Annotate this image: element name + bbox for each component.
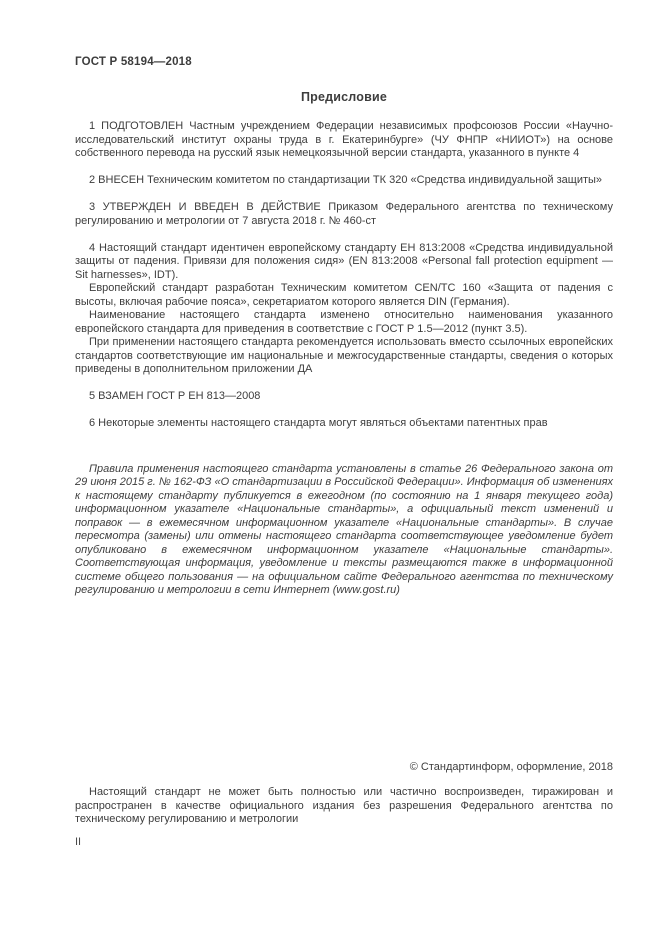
foreword-clause-2: 2 ВНЕСЕН Техническим комитетом по стандартизации ТК 320 «Средства индивидуальной защиты» [89,174,603,186]
foreword-clause-5: 5 ВЗАМЕН ГОСТ Р ЕН 813—2008 [89,390,261,402]
document-code: ГОСТ Р 58194—2018 [75,56,192,68]
foreword-clause-4-european-standard: Европейский стандарт разработан Техническим комитетом CEN/TC 160 «Защита от падения с высоты, включая рабочие пояса», секретариатом которого является DIN (Германия). [75,282,613,308]
reproduction-restriction: Настоящий стандарт не может быть полностью или частично воспроизведен, тиражирован и распространен в качестве официального издания без разрешения Федерального агентства по техническому регулированию и метрологии [75,786,613,825]
application-rules-note: Правила применения настоящего стандарта установлены в статье 26 Федерального закона от 29 июня 2015 г. № 162-ФЗ «О стандартизации в Российской Федерации». Информация об изменениях к настоящему стандарту публикуется в ежегодном (по состоянию на 1 января текущего года) информационном указателе «Национальные стандарты», а официальный текст изменений и поправок — в ежемесячном информационном указателе «Национальные стандарты». В случае пересмотра (замены) или отмены настоящего стандарта соответствующее уведомление будет опубликовано в ежемесячном информационном указателе «Национальные стандарты». Соответствующая информация, уведомление и тексты размещаются также в информационной системе общего пользования — на официальном сайте Федерального агентства по техническому регулированию и метрологии в сети Интернет (www.gost.ru) [75,462,613,596]
foreword-clause-3: 3 УТВЕРЖДЕН И ВВЕДЕН В ДЕЙСТВИЕ Приказом Федерального агентства по техническому регулированию и метрологии от 7 августа 2018 г. № 460-ст [75,201,613,227]
foreword-clause-1: 1 ПОДГОТОВЛЕН Частным учреждением Федерации независимых профсоюзов России «Научно-исследовательский институт охраны труда в г. Екатеринбурге» (ЧУ ФНПР «НИИОТ») на основе собственного перевода на русский язык немецкоязычной версии стандарта, указанного в пункте 4 [75,120,613,159]
foreword-clause-4-name-change: Наименование настоящего стандарта изменено относительно наименования указанного европейского стандарта для приведения в соответствие с ГОСТ Р 1.5—2012 (пункт 3.5). [75,309,613,335]
foreword-clause-4-referenced-standards: При применении настоящего стандарта рекомендуется использовать вместо ссылочных европейских стандартов соответствующие им национальные и межгосударственные стандарты, сведения о которых приведены в дополнительном приложении ДА [75,336,613,375]
foreword-clause-6: 6 Некоторые элементы настоящего стандарта могут являться объектами патентных прав [89,417,548,429]
copyright-notice: © Стандартинформ, оформление, 2018 [409,760,613,773]
foreword-clause-4-intro: 4 Настоящий стандарт идентичен европейскому стандарту ЕН 813:2008 «Средства индивидуальной защиты от падения. Привязи для положения сидя» (EN 813:2008 «Personal fall protection equipment — Sit harnesses», IDT). [75,241,613,281]
page-number: II [75,835,82,848]
page-title: Предисловие [300,89,388,104]
